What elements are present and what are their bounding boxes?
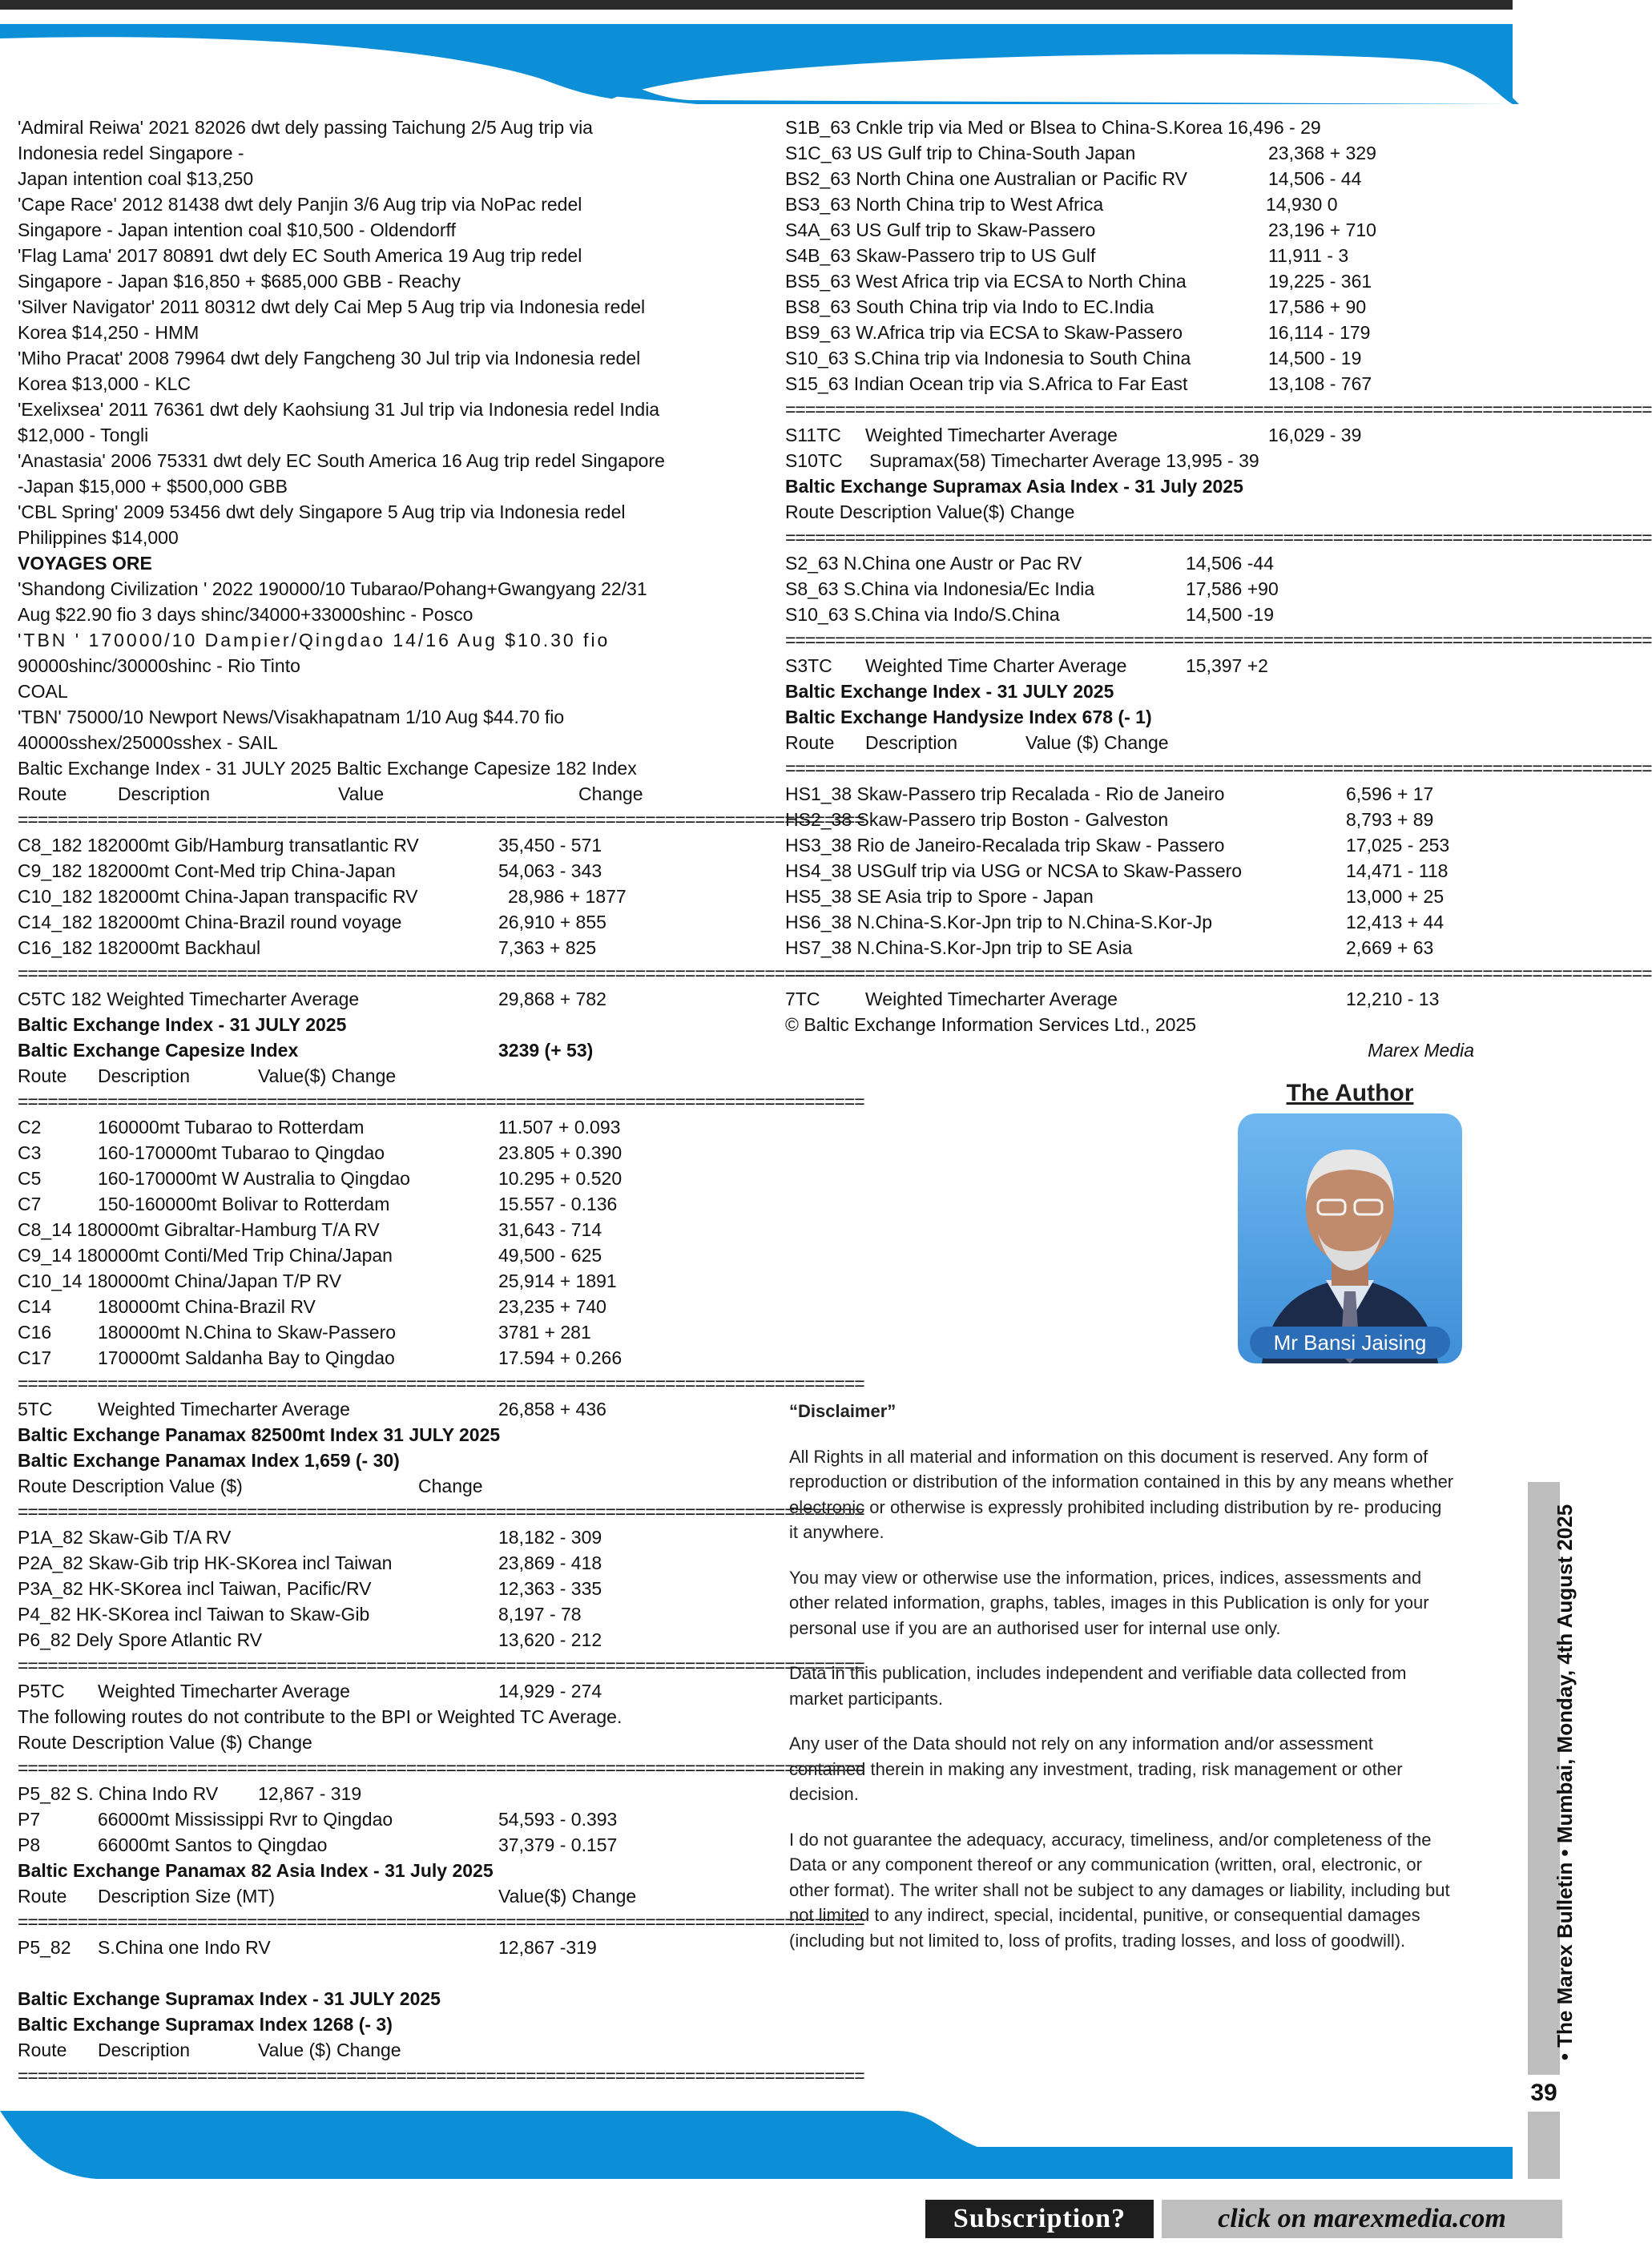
table-cell: 26,910 + 855 bbox=[498, 912, 606, 932]
table-cell: BS9_63 W.Africa trip via ECSA to Skaw-Passero bbox=[785, 322, 1183, 343]
table-cell: 12,363 - 335 bbox=[498, 1578, 602, 1599]
subscription-link[interactable]: click on marexmedia.com bbox=[1162, 2200, 1562, 2238]
table-cell: 19,225 - 361 bbox=[1268, 271, 1372, 292]
table-row bbox=[18, 1242, 699, 1268]
table-cell: 54,063 - 343 bbox=[498, 860, 602, 881]
table-cell: 17.594 + 0.266 bbox=[498, 1347, 623, 1368]
table-row bbox=[785, 602, 1474, 627]
top-dark-bar bbox=[0, 0, 1513, 10]
table-row bbox=[785, 422, 1474, 448]
table-row bbox=[18, 858, 699, 884]
text-line: COAL bbox=[18, 681, 68, 702]
table-cell: S15_63 Indian Ocean trip via S.Africa to Far East bbox=[785, 373, 1188, 394]
table-row bbox=[785, 115, 1474, 140]
table-cell: Description Size (MT) bbox=[98, 1886, 276, 1907]
table-cell: 15,397 +2 bbox=[1186, 655, 1268, 676]
disclaimer-paragraph: You may view or otherwise use the information, prices, indices, assessments and other related information, graphs, tables, images in this Publication is only for your personal use if you are an authorised user for internal use only. bbox=[789, 1567, 1429, 1638]
table-cell: C5TC 182 Weighted Timecharter Average bbox=[18, 989, 360, 1009]
table-cell: Change bbox=[418, 1476, 483, 1496]
table-cell: 5TC bbox=[18, 1399, 53, 1419]
table-row bbox=[18, 1140, 699, 1166]
table-cell: 13,620 - 212 bbox=[498, 1629, 602, 1650]
table-cell: P7 bbox=[18, 1809, 41, 1830]
separator-line: ======================================================================================= bbox=[785, 399, 1652, 420]
separator-line: ===================================================================================== bbox=[18, 963, 864, 984]
table-row bbox=[785, 371, 1474, 397]
table-cell: Weighted Timecharter Average bbox=[865, 425, 1118, 445]
table-cell: Route bbox=[18, 2040, 67, 2060]
table-cell: 18,182 - 309 bbox=[498, 1527, 602, 1548]
separator-line: ===================================================================================== bbox=[18, 1091, 864, 1112]
table-cell: Route bbox=[18, 783, 67, 804]
table-cell: 25,914 + 1891 bbox=[498, 1270, 617, 1291]
table-row bbox=[785, 781, 1474, 807]
table-cell: 8,197 - 78 bbox=[498, 1604, 582, 1625]
text-line: 40000sshex/25000sshex - SAIL bbox=[18, 732, 278, 753]
table-cell: 6,596 + 17 bbox=[1346, 783, 1434, 804]
table-row bbox=[18, 1832, 699, 1858]
disclaimer-paragraph: I do not guarantee the adequacy, accuracy, timeliness, and/or completeness of the Data or any component thereof or any communication (written, oral, electronic, or other format). The writer shall not be subject to any damages or liability, including but not limited to any indirect, special, incidental, punitive, or consequential damages (including but not limited to, loss of profits, trading losses, and loss of goodwill). bbox=[789, 1829, 1450, 1951]
table-cell: HS5_38 SE Asia trip to Spore - Japan bbox=[785, 886, 1094, 907]
table-cell: Route bbox=[18, 1886, 67, 1907]
table-cell: HS6_38 N.China-S.Kor-Jpn trip to N.China-S.Kor-Jp bbox=[785, 912, 1213, 932]
table-row bbox=[785, 217, 1474, 243]
table-cell: 180000mt China-Brazil RV bbox=[98, 1296, 316, 1317]
page-number: 39 bbox=[1528, 2075, 1560, 2112]
text-line: 'TBN' 75000/10 Newport News/Visakhapatnam 1/10 Aug $44.70 fio bbox=[18, 707, 565, 727]
table-cell: P5_82 bbox=[18, 1937, 71, 1958]
table-row bbox=[18, 1294, 699, 1319]
table-cell: BS2_63 North China one Australian or Pacific RV bbox=[785, 168, 1188, 189]
table-row bbox=[18, 1063, 699, 1089]
bottom-banner-graphic bbox=[0, 2099, 1563, 2211]
table-cell: Description bbox=[865, 732, 958, 753]
text-line: 'TBN ' 170000/10 Dampier/Qingdao 14/16 Aug $10.30 fio bbox=[18, 630, 610, 650]
table-cell: Change bbox=[578, 783, 643, 804]
table-row bbox=[18, 781, 699, 807]
table-cell: 170000mt Saldanha Bay to Qingdao bbox=[98, 1347, 395, 1368]
text-line: 'CBL Spring' 2009 53456 dwt dely Singapore 5 Aug trip via Indonesia redel bbox=[18, 501, 626, 522]
table-cell: S10_63 S.China via Indo/S.China bbox=[785, 604, 1060, 625]
text-line: Baltic Exchange Panamax Index 1,659 (- 30) bbox=[18, 1450, 400, 1471]
text-line: Japan intention coal $13,250 bbox=[18, 168, 254, 189]
table-cell: 17,586 +90 bbox=[1186, 578, 1279, 599]
table-cell: S3TC bbox=[785, 655, 832, 676]
table-row bbox=[785, 320, 1474, 345]
table-cell: Description bbox=[118, 783, 211, 804]
table-cell: 29,868 + 782 bbox=[498, 989, 606, 1009]
table-cell: S.China one Indo RV bbox=[98, 1937, 271, 1958]
side-publication-text: • The Marex Bulletin • Mumbai, Monday, 4th August 2025 bbox=[1553, 1504, 1577, 2061]
text-line: Baltic Exchange Supramax Index 1268 (- 3) bbox=[18, 2014, 393, 2035]
table-cell: Description bbox=[98, 1065, 191, 1086]
text-line: Route Description Value($) Change bbox=[785, 501, 1075, 522]
table-cell: 14,471 - 118 bbox=[1346, 860, 1449, 881]
table-cell: P3A_82 HK-SKorea incl Taiwan, Pacific/RV bbox=[18, 1578, 372, 1599]
table-cell: 7,363 + 825 bbox=[498, 937, 597, 958]
table-row bbox=[785, 730, 1474, 755]
text-line: 'Shandong Civilization ' 2022 190000/10 Tubarao/Pohang+Gwangyang 22/31 bbox=[18, 578, 647, 599]
table-cell: 15.557 - 0.136 bbox=[498, 1194, 618, 1214]
table-cell: BS3_63 North China trip to West Africa bbox=[785, 194, 1104, 215]
table-cell: 10.295 + 0.520 bbox=[498, 1168, 623, 1189]
table-cell: S8_63 S.China via Indonesia/Ec India bbox=[785, 578, 1095, 599]
table-cell: C7 bbox=[18, 1194, 42, 1214]
text-line: Baltic Exchange Supramax Index - 31 JULY 2025 bbox=[18, 1988, 441, 2009]
table-row bbox=[785, 191, 1474, 217]
table-cell: 66000mt Santos to Qingdao bbox=[98, 1834, 328, 1855]
table-row bbox=[785, 294, 1474, 320]
table-cell: C8_182 182000mt Gib/Hamburg transatlantic RV bbox=[18, 835, 419, 856]
table-cell: Value($) Change bbox=[258, 1065, 397, 1086]
table-cell: 12,867 - 319 bbox=[258, 1783, 362, 1804]
table-cell: 23,869 - 418 bbox=[498, 1552, 602, 1573]
table-row bbox=[785, 884, 1474, 909]
separator-line: ======================================================================================= bbox=[785, 758, 1652, 779]
disclaimer-block bbox=[789, 1399, 1454, 1973]
table-row bbox=[785, 653, 1474, 679]
table-row bbox=[785, 909, 1474, 935]
text-line: Baltic Exchange Panamax 82 Asia Index - 31 July 2025 bbox=[18, 1860, 494, 1881]
table-row bbox=[18, 884, 699, 909]
separator-line: ===================================================================================== bbox=[18, 809, 864, 830]
table-cell: 2,669 + 63 bbox=[1346, 937, 1434, 958]
table-cell: C2 bbox=[18, 1117, 42, 1138]
table-row bbox=[18, 1268, 699, 1294]
table-cell: P4_82 HK-SKorea incl Taiwan to Skaw-Gib bbox=[18, 1604, 370, 1625]
table-cell: C16 bbox=[18, 1322, 52, 1343]
table-cell: 12,867 -319 bbox=[498, 1937, 597, 1958]
table-row bbox=[785, 858, 1474, 884]
text-line: Korea $13,000 - KLC bbox=[18, 373, 191, 394]
table-cell: 14,506 - 44 bbox=[1268, 168, 1362, 189]
table-row bbox=[785, 166, 1474, 191]
table-cell: C3 bbox=[18, 1142, 42, 1163]
text-line: 'Cape Race' 2012 81438 dwt dely Panjin 3/6 Aug trip via NoPac redel bbox=[18, 194, 582, 215]
table-row bbox=[785, 345, 1474, 371]
table-cell: 23,235 + 740 bbox=[498, 1296, 606, 1317]
table-cell: BS8_63 South China trip via Indo to EC.India bbox=[785, 296, 1154, 317]
text-line: 'Miho Pracat' 2008 79964 dwt dely Fangcheng 30 Jul trip via Indonesia redel bbox=[18, 348, 641, 368]
disclaimer-heading: “Disclaimer” bbox=[789, 1401, 897, 1421]
table-row bbox=[18, 1217, 699, 1242]
text-line: Baltic Exchange Index - 31 JULY 2025 bbox=[785, 681, 1114, 702]
table-cell: S1B_63 Cnkle trip via Med or Blsea to China-S.Korea 16,496 - 29 bbox=[785, 117, 1321, 138]
table-cell: 12,413 + 44 bbox=[1346, 912, 1444, 932]
table-cell: 3239 (+ 53) bbox=[498, 1040, 594, 1061]
text-line: Baltic Exchange Supramax Asia Index - 31 July 2025 bbox=[785, 476, 1243, 497]
table-cell: C9_14 180000mt Conti/Med Trip China/Japan bbox=[18, 1245, 393, 1266]
table-cell: 14,500 -19 bbox=[1186, 604, 1274, 625]
table-cell: 35,450 - 571 bbox=[498, 835, 602, 856]
table-cell: 28,986 + 1877 bbox=[508, 886, 627, 907]
author-name-badge: Mr Bansi Jaising bbox=[1250, 1327, 1450, 1359]
table-cell: C5 bbox=[18, 1168, 42, 1189]
table-cell: 16,114 - 179 bbox=[1268, 322, 1371, 343]
text-line: Philippines $14,000 bbox=[18, 527, 179, 548]
table-cell: C10_14 180000mt China/Japan T/P RV bbox=[18, 1270, 342, 1291]
table-cell: 160-170000mt W Australia to Qingdao bbox=[98, 1168, 410, 1189]
side-publication-line bbox=[1530, 1490, 1577, 2075]
table-row bbox=[18, 2037, 699, 2063]
table-row bbox=[18, 1114, 699, 1140]
table-cell: 13,108 - 767 bbox=[1268, 373, 1372, 394]
table-row bbox=[18, 832, 699, 858]
text-line: Aug $22.90 fio 3 days shinc/34000+33000shinc - Posco bbox=[18, 604, 473, 625]
table-row bbox=[18, 1550, 699, 1576]
table-cell: Route bbox=[785, 732, 835, 753]
table-cell: 14,930 0 bbox=[1266, 194, 1338, 215]
disclaimer-paragraph: Data in this publication, includes independent and verifiable data collected from market participants. bbox=[789, 1663, 1407, 1709]
table-row bbox=[785, 550, 1474, 576]
table-row bbox=[785, 243, 1474, 268]
table-row bbox=[18, 1524, 699, 1550]
table-cell: 160-170000mt Tubarao to Qingdao bbox=[98, 1142, 385, 1163]
table-row bbox=[18, 1576, 699, 1601]
text-line: Singapore - Japan intention coal $10,500 - Oldendorff bbox=[18, 219, 456, 240]
table-row bbox=[785, 140, 1474, 166]
text-line: 'Flag Lama' 2017 80891 dwt dely EC South America 19 Aug trip redel bbox=[18, 245, 582, 266]
text-line: -Japan $15,000 + $500,000 GBB bbox=[18, 476, 288, 497]
table-cell: C16_182 182000mt Backhaul bbox=[18, 937, 261, 958]
table-cell: 54,593 - 0.393 bbox=[498, 1809, 618, 1830]
table-cell: 14,500 - 19 bbox=[1268, 348, 1362, 368]
table-cell: 49,500 - 625 bbox=[498, 1245, 602, 1266]
table-cell: Weighted Time Charter Average bbox=[865, 655, 1127, 676]
table-cell: 66000mt Mississippi Rvr to Qingdao bbox=[98, 1809, 393, 1830]
top-banner-graphic bbox=[0, 24, 1563, 128]
table-cell: 180000mt N.China to Skaw-Passero bbox=[98, 1322, 397, 1343]
table-cell: C14 bbox=[18, 1296, 52, 1317]
table-cell: Value($) Change bbox=[498, 1886, 637, 1907]
table-cell: S11TC bbox=[785, 425, 841, 445]
table-row bbox=[18, 909, 699, 935]
text-line: Indonesia redel Singapore - bbox=[18, 143, 244, 163]
table-cell: P6_82 Dely Spore Atlantic RV bbox=[18, 1629, 263, 1650]
table-cell: 23,368 + 329 bbox=[1268, 143, 1376, 163]
table-cell: HS3_38 Rio de Janeiro-Recalada trip Skaw - Passero bbox=[785, 835, 1225, 856]
table-cell: 160000mt Tubarao to Rotterdam bbox=[98, 1117, 365, 1138]
table-row bbox=[785, 832, 1474, 858]
table-cell: 13,000 + 25 bbox=[1346, 886, 1444, 907]
text-line: © Baltic Exchange Information Services Ltd., 2025 bbox=[785, 1014, 1196, 1035]
text-line: Baltic Exchange Handysize Index 678 (- 1) bbox=[785, 707, 1152, 727]
separator-line: ===================================================================================== bbox=[18, 1373, 864, 1394]
table-cell: Value ($) Change bbox=[258, 2040, 401, 2060]
text-line: 'Exelixsea' 2011 76361 dwt dely Kaohsiung 31 Jul trip via Indonesia redel India bbox=[18, 399, 660, 420]
table-cell: Description bbox=[98, 2040, 191, 2060]
text-line: $12,000 - Tongli bbox=[18, 425, 149, 445]
table-cell: 14,506 -44 bbox=[1186, 553, 1274, 574]
table-cell: P1A_82 Skaw-Gib T/A RV bbox=[18, 1527, 232, 1548]
table-row bbox=[18, 1627, 699, 1653]
table-cell: C17 bbox=[18, 1347, 52, 1368]
table-cell: 150-160000mt Bolivar to Rotterdam bbox=[98, 1194, 390, 1214]
table-cell: C9_182 182000mt Cont-Med trip China-Japan bbox=[18, 860, 396, 881]
table-cell: Value bbox=[338, 783, 385, 804]
table-row bbox=[18, 1935, 699, 1960]
separator-line: ===================================================================================== bbox=[18, 1758, 864, 1778]
text-line: 'Admiral Reiwa' 2021 82026 dwt dely passing Taichung 2/5 Aug trip via bbox=[18, 117, 593, 138]
table-cell: Supramax(58) Timecharter Average 13,995 - 39 bbox=[869, 450, 1259, 471]
table-cell: HS1_38 Skaw-Passero trip Recalada - Rio de Janeiro bbox=[785, 783, 1225, 804]
table-row bbox=[18, 1345, 699, 1371]
text-line: Korea $14,250 - HMM bbox=[18, 322, 199, 343]
table-cell: HS2_38 Skaw-Passero trip Boston - Galveston bbox=[785, 809, 1169, 830]
table-cell: Weighted Timecharter Average bbox=[865, 989, 1118, 1009]
table-cell: S1C_63 US Gulf trip to China-South Japan bbox=[785, 143, 1136, 163]
table-cell: 12,210 - 13 bbox=[1346, 989, 1440, 1009]
table-row bbox=[18, 1166, 699, 1191]
table-row bbox=[18, 1781, 699, 1806]
table-cell: 31,643 - 714 bbox=[498, 1219, 602, 1240]
table-cell: 26,858 + 436 bbox=[498, 1399, 606, 1419]
table-cell: S10_63 S.China trip via Indonesia to South China bbox=[785, 348, 1191, 368]
table-row bbox=[18, 1473, 699, 1499]
blank-line bbox=[18, 1960, 699, 1986]
table-cell: P8 bbox=[18, 1834, 41, 1855]
subscription-label: Subscription? bbox=[925, 2200, 1154, 2238]
table-row bbox=[18, 1806, 699, 1832]
table-row bbox=[785, 268, 1474, 294]
table-cell: Value ($) Change bbox=[1025, 732, 1169, 753]
text-line: Marex Media bbox=[1368, 1040, 1474, 1061]
table-row bbox=[785, 986, 1474, 1012]
table-cell: C8_14 180000mt Gibraltar-Hamburg T/A RV bbox=[18, 1219, 380, 1240]
table-cell: 16,029 - 39 bbox=[1268, 425, 1362, 445]
text-line: 90000shinc/30000shinc - Rio Tinto bbox=[18, 655, 300, 676]
table-cell: P5TC bbox=[18, 1681, 65, 1701]
table-cell: HS7_38 N.China-S.Kor-Jpn trip to SE Asia bbox=[785, 937, 1133, 958]
table-row bbox=[18, 1037, 699, 1063]
table-cell: Weighted Timecharter Average bbox=[98, 1681, 350, 1701]
text-line: 'Anastasia' 2006 75331 dwt dely EC South America 16 Aug trip redel Singapore bbox=[18, 450, 665, 471]
separator-line: ======================================================================================= bbox=[785, 527, 1652, 548]
text-line: The following routes do not contribute to the BPI or Weighted TC Average. bbox=[18, 1706, 623, 1727]
separator-line: ===================================================================================== bbox=[18, 1911, 864, 1932]
text-line: Baltic Exchange Index - 31 JULY 2025 bbox=[18, 1014, 347, 1035]
text-line: VOYAGES ORE bbox=[18, 553, 152, 574]
table-cell: 23.805 + 0.390 bbox=[498, 1142, 623, 1163]
table-cell: 37,379 - 0.157 bbox=[498, 1834, 618, 1855]
text-line: 'Silver Navigator' 2011 80312 dwt dely Cai Mep 5 Aug trip via Indonesia redel bbox=[18, 296, 646, 317]
table-cell: 7TC bbox=[785, 989, 820, 1009]
separator-line: ===================================================================================== bbox=[18, 1501, 864, 1522]
table-cell: P2A_82 Skaw-Gib trip HK-SKorea incl Taiwan bbox=[18, 1552, 393, 1573]
text-line: Singapore - Japan $16,850 + $685,000 GBB - Reachy bbox=[18, 271, 461, 292]
text-line: Route Description Value ($) Change bbox=[18, 1732, 312, 1753]
table-row bbox=[18, 1883, 699, 1909]
table-row bbox=[785, 448, 1474, 473]
table-cell: C10_182 182000mt China-Japan transpacific RV bbox=[18, 886, 418, 907]
separator-line: ===================================================================================== bbox=[18, 1655, 864, 1676]
table-row bbox=[785, 576, 1474, 602]
table-cell: Baltic Exchange Capesize Index bbox=[18, 1040, 299, 1061]
table-cell: 17,025 - 253 bbox=[1346, 835, 1450, 856]
table-cell: BS5_63 West Africa trip via ECSA to North China bbox=[785, 271, 1187, 292]
separator-line: ===================================================================================== bbox=[18, 2065, 864, 2086]
table-row bbox=[18, 986, 699, 1012]
table-cell: S4B_63 Skaw-Passero trip to US Gulf bbox=[785, 245, 1096, 266]
author-heading: The Author bbox=[1286, 1080, 1414, 1106]
disclaimer-paragraph: All Rights in all material and information on this document is reserved. Any form of reproduction or distribution of the information contained in this by any means whether electronic or otherwise is expressly prohibited including distribution by re- producing it anywhere. bbox=[789, 1446, 1454, 1542]
table-cell: HS4_38 USGulf trip via USG or NCSA to Skaw-Passero bbox=[785, 860, 1243, 881]
table-row bbox=[18, 1396, 699, 1422]
table-cell: 11,911 - 3 bbox=[1268, 245, 1349, 266]
table-cell: S2_63 N.China one Austr or Pac RV bbox=[785, 553, 1082, 574]
table-row bbox=[18, 1191, 699, 1217]
table-row bbox=[18, 1678, 699, 1704]
separator-line: ======================================================================================= bbox=[785, 963, 1652, 984]
table-cell: 14,929 - 274 bbox=[498, 1681, 602, 1701]
table-cell: 23,196 + 710 bbox=[1268, 219, 1376, 240]
table-cell: Route Description Value ($) bbox=[18, 1476, 243, 1496]
table-cell: Weighted Timecharter Average bbox=[98, 1399, 350, 1419]
table-row bbox=[785, 935, 1474, 960]
table-cell: S4A_63 US Gulf trip to Skaw-Passero bbox=[785, 219, 1096, 240]
separator-line: ======================================================================================= bbox=[785, 630, 1652, 650]
table-row bbox=[785, 807, 1474, 832]
table-cell: P5_82 S. China Indo RV bbox=[18, 1783, 219, 1804]
table-row bbox=[18, 1319, 699, 1345]
table-cell: Route bbox=[18, 1065, 67, 1086]
text-line: Baltic Exchange Index - 31 JULY 2025 Baltic Exchange Capesize 182 Index bbox=[18, 758, 637, 779]
table-cell: S10TC bbox=[785, 450, 843, 471]
table-row bbox=[18, 1601, 699, 1627]
table-cell: 17,586 + 90 bbox=[1268, 296, 1367, 317]
text-line: Baltic Exchange Panamax 82500mt Index 31 JULY 2025 bbox=[18, 1424, 501, 1445]
disclaimer-paragraph: Any user of the Data should not rely on any information and/or assessment contained therein in making any investment, trading, risk management or other decision. bbox=[789, 1734, 1403, 1804]
right-column bbox=[785, 115, 1652, 1063]
table-cell: 3781 + 281 bbox=[498, 1322, 591, 1343]
table-cell: C14_182 182000mt China-Brazil round voyage bbox=[18, 912, 402, 932]
table-cell: 11.507 + 0.093 bbox=[498, 1117, 621, 1138]
table-row bbox=[18, 935, 699, 960]
table-cell: 8,793 + 89 bbox=[1346, 809, 1434, 830]
